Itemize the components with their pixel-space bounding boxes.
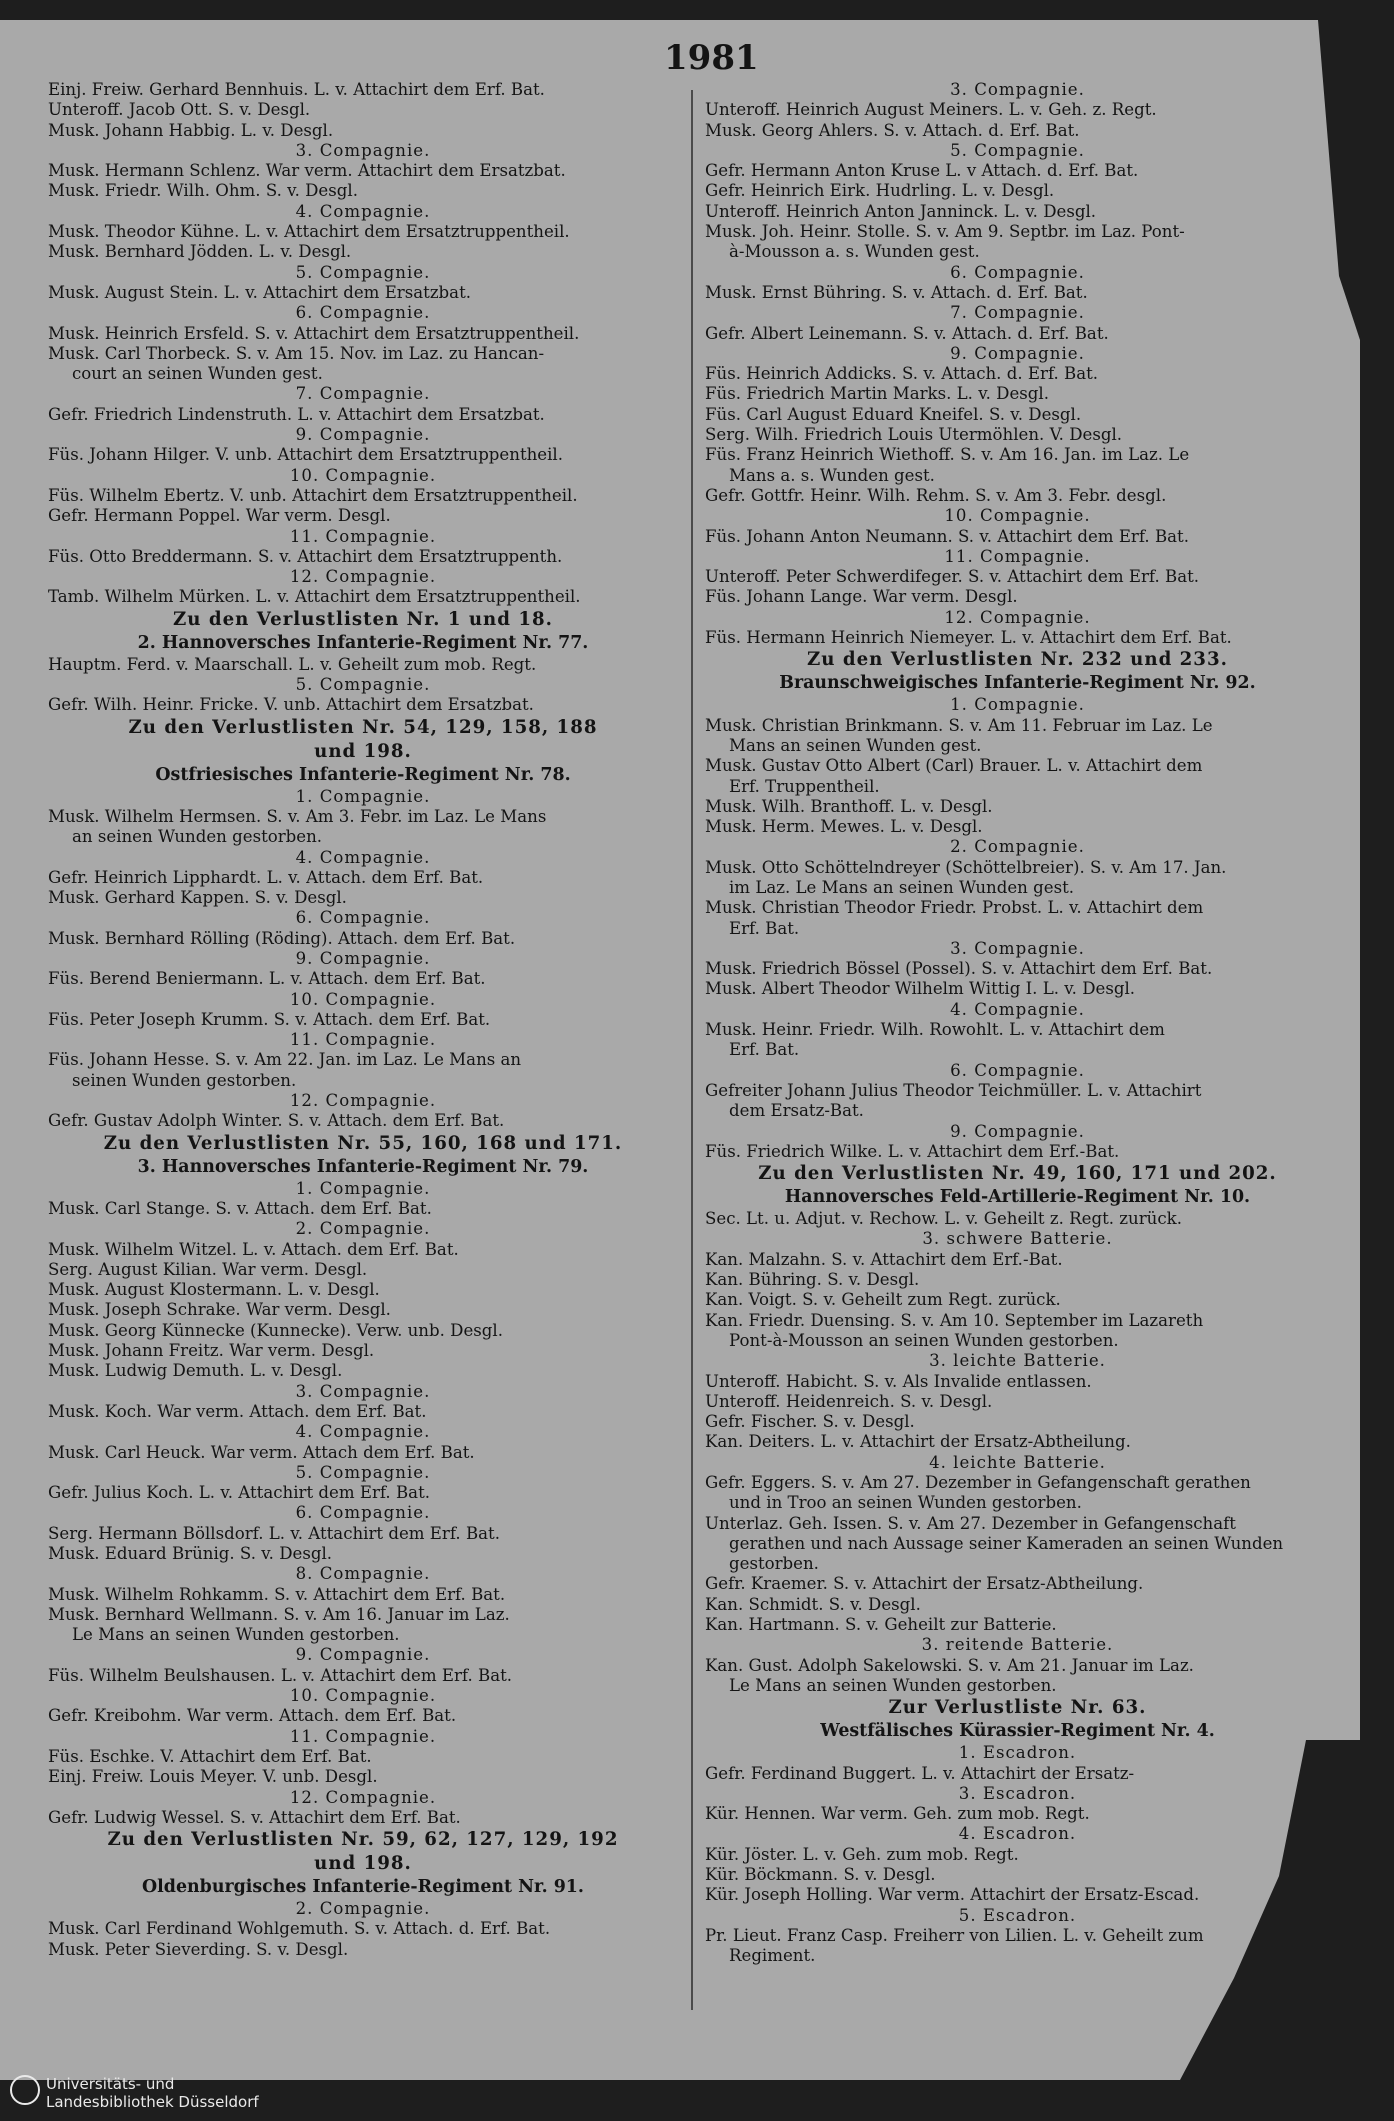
company-heading: 2. Compagnie. (950, 837, 1085, 857)
company-heading: 6. Compagnie. (295, 1503, 431, 1523)
list-entry: Gefr. Hermann Poppel. War verm. Desgl. (48, 506, 391, 526)
list-entry: Gefr. Eggers. S. v. Am 27. Dezember in Gefangenschaft gerathen (705, 1473, 1251, 1492)
section-heading: Zu den Verlustlisten Nr. 49, 160, 171 und 202. (758, 1163, 1277, 1185)
company-heading: 4. Compagnie. (295, 1422, 431, 1442)
company-heading: 12. Compagnie. (289, 1787, 437, 1807)
list-entry: Kan. Friedr. Duensing. S. v. Am 10. September im Lazareth (705, 1310, 1204, 1330)
library-logo-icon (10, 2075, 40, 2105)
list-entry: Einj. Freiw. Louis Meyer. V. unb. Desgl. (48, 1767, 378, 1787)
list-entry: Musk. Joh. Heinr. Stolle. S. v. Am 9. Septbr. im Laz. Pont- (705, 222, 1185, 242)
list-entry: Musk. August Stein. L. v. Attachirt dem Ersatzbat. (48, 282, 472, 302)
company-heading: 8. Compagnie. (295, 1564, 431, 1584)
company-heading: 9. Compagnie. (295, 425, 431, 445)
section-heading: Zur Verlustliste Nr. 63. (888, 1697, 1147, 1719)
list-entry: Musk. August Klostermann. L. v. Desgl. (48, 1280, 380, 1300)
company-heading: 11. Compagnie. (289, 526, 437, 546)
list-entry: Musk. Peter Sieverding. S. v. Desgl. (48, 1939, 349, 1959)
company-heading: 9. Compagnie. (950, 343, 1085, 363)
regiment-heading: Oldenburgisches Infanterie-Regiment Nr. 91. (142, 1877, 584, 1898)
company-heading: 5. Compagnie. (950, 140, 1085, 160)
company-heading: 6. Compagnie. (295, 303, 431, 323)
section-heading: Zu den Verlustlisten Nr. 55, 160, 168 und 171. (103, 1132, 623, 1154)
list-entry: Musk. Gustav Otto Albert (Carl) Brauer. L. v. Attachirt dem (705, 756, 1203, 776)
list-entry: Musk. Wilhelm Rohkamm. S. v. Attachirt dem Erf. Bat. (48, 1584, 506, 1604)
list-entry: Musk. Bernhard Wellmann. S. v. Am 16. Januar im Laz. (48, 1604, 510, 1624)
company-heading: 6. Compagnie. (950, 1060, 1085, 1080)
company-heading: 3. reitende Batterie. (921, 1635, 1114, 1655)
list-entry: Musk. Bernhard Jödden. L. v. Desgl. (48, 242, 352, 262)
company-heading: 3. Compagnie. (950, 80, 1085, 99)
regiment-heading: 2. Hannoversches Infanterie-Regiment Nr. 77. (137, 632, 589, 653)
list-entry: Musk. Herm. Mewes. L. v. Desgl. (705, 817, 983, 837)
list-entry: Kan. Voigt. S. v. Geheilt zum Regt. zurück. (705, 1290, 1061, 1310)
company-heading: 12. Compagnie. (289, 1091, 437, 1111)
list-entry: Musk. Johann Habbig. L. v. Desgl. (48, 120, 334, 140)
regiment-heading: Westfälisches Kürassier-Regiment Nr. 4. (820, 1721, 1215, 1742)
section-heading: Zu den Verlustlisten Nr. 59, 62, 127, 129, 192 (107, 1829, 619, 1851)
regiment-heading: 3. Hannoversches Infanterie-Regiment Nr. 79. (137, 1156, 589, 1177)
list-entry-continuation: und in Troo an seinen Wunden gestorben. (729, 1493, 1082, 1513)
list-entry: Füs. Johann Hesse. S. v. Am 22. Jan. im Laz. Le Mans an (48, 1050, 522, 1070)
list-entry: Kan. Malzahn. S. v. Attachirt dem Erf.-Bat. (705, 1249, 1063, 1269)
section-heading: Zu den Verlustlisten Nr. 232 und 233. (807, 649, 1228, 671)
company-heading: 1. Escadron. (958, 1743, 1077, 1763)
list-entry: Kan. Bühring. S. v. Desgl. (705, 1270, 920, 1290)
company-heading: 11. Compagnie. (289, 1030, 437, 1050)
list-entry-continuation: gestorben. (729, 1554, 819, 1574)
list-entry: Kür. Joseph Holling. War verm. Attachirt der Ersatz-Escad. (705, 1885, 1200, 1905)
list-entry: Gefr. Heinrich Eirk. Hudrling. L. v. Desgl. (705, 181, 1055, 201)
list-entry: Musk. Gerhard Kappen. S. v. Desgl. (48, 888, 347, 908)
list-entry: Füs. Johann Anton Neumann. S. v. Attachirt dem Erf. Bat. (705, 526, 1189, 546)
company-heading: 9. Compagnie. (295, 948, 431, 968)
company-heading: 4. leichte Batterie. (929, 1452, 1106, 1472)
list-entry: Füs. Carl August Eduard Kneifel. S. v. Desgl. (705, 404, 1082, 424)
company-heading: 9. Compagnie. (950, 1121, 1085, 1141)
left-column (48, 80, 678, 1960)
list-entry: Serg. Wilh. Friedrich Louis Utermöhlen. V. Desgl. (705, 425, 1123, 445)
list-entry: Füs. Wilhelm Beulshausen. L. v. Attachirt dem Erf. Bat. (48, 1665, 513, 1685)
company-heading: 5. Compagnie. (295, 675, 431, 695)
list-entry: Kür. Hennen. War verm. Geh. zum mob. Regt. (705, 1804, 1090, 1824)
list-entry: Musk. Friedr. Wilh. Ohm. S. v. Desgl. (48, 181, 358, 201)
list-entry-continuation: dem Ersatz-Bat. (729, 1101, 864, 1121)
list-entry: Serg. August Kilian. War verm. Desgl. (48, 1259, 368, 1279)
list-entry: Füs. Johann Hilger. V. unb. Attachirt dem Ersatztruppentheil. (48, 445, 564, 465)
list-entry: Gefr. Kraemer. S. v. Attachirt der Ersatz-Abtheilung. (705, 1574, 1144, 1594)
list-entry: Unteroff. Heidenreich. S. v. Desgl. (705, 1391, 993, 1411)
company-heading: 12. Compagnie. (944, 607, 1091, 627)
company-heading: 3. leichte Batterie. (929, 1351, 1106, 1371)
list-entry-continuation: Le Mans an seinen Wunden gestorben. (72, 1625, 400, 1645)
list-entry: Musk. Friedrich Bössel (Possel). S. v. Attachirt dem Erf. Bat. (705, 959, 1213, 979)
section-heading: und 198. (314, 740, 412, 762)
list-entry: Unteroff. Heinrich Anton Janninck. L. v. Desgl. (705, 201, 1097, 221)
list-entry: Kan. Schmidt. S. v. Desgl. (705, 1594, 921, 1614)
list-entry: Gefr. Ludwig Wessel. S. v. Attachirt dem Erf. Bat. (48, 1807, 461, 1827)
list-entry: Füs. Franz Heinrich Wiethoff. S. v. Am 16. Jan. im Laz. Le (705, 445, 1190, 465)
list-entry: Musk. Carl Ferdinand Wohlgemuth. S. v. Attach. d. Erf. Bat. (48, 1919, 551, 1939)
regiment-heading: Hannoversches Feld-Artillerie-Regiment Nr. 10. (784, 1187, 1251, 1208)
list-entry: Füs. Johann Lange. War verm. Desgl. (705, 587, 1018, 607)
section-heading: und 198. (314, 1853, 412, 1875)
list-entry: Unteroff. Heinrich August Meiners. L. v. Geh. z. Regt. (705, 100, 1157, 120)
list-entry-continuation: seinen Wunden gestorben. (72, 1070, 297, 1090)
company-heading: 9. Compagnie. (295, 1645, 431, 1665)
company-heading: 3. Compagnie. (950, 938, 1085, 958)
list-entry: Sec. Lt. u. Adjut. v. Rechow. L. v. Geheilt z. Regt. zurück. (705, 1209, 1182, 1229)
company-heading: 10. Compagnie. (289, 989, 437, 1009)
right-column (705, 80, 1330, 1967)
list-entry: Musk. Wilhelm Hermsen. S. v. Am 3. Febr. im Laz. Le Mans (48, 806, 547, 826)
company-heading: 5. Compagnie. (295, 1462, 431, 1482)
page-number: 1981 (664, 38, 759, 78)
company-heading: 7. Compagnie. (950, 303, 1085, 323)
list-entry: Gefr. Friedrich Lindenstruth. L. v. Attachirt dem Ersatzbat. (48, 404, 545, 424)
list-entry-continuation: à-Mousson a. s. Wunden gest. (729, 242, 980, 262)
company-heading: 4. Compagnie. (950, 999, 1085, 1019)
company-heading: 1. Compagnie. (950, 695, 1085, 715)
list-entry-continuation: Pont-à-Mousson an seinen Wunden gestorben. (729, 1330, 1119, 1350)
column-divider (691, 90, 693, 2010)
list-entry: Pr. Lieut. Franz Casp. Freiherr von Lilien. L. v. Geheilt zum (705, 1925, 1204, 1945)
list-entry: Gefr. Heinrich Lipphardt. L. v. Attach. dem Erf. Bat. (48, 867, 484, 887)
list-entry: Gefr. Albert Leinemann. S. v. Attach. d. Erf. Bat. (705, 323, 1109, 343)
newspaper-page (0, 20, 1360, 2080)
list-entry: Musk. Carl Thorbeck. S. v. Am 15. Nov. im Laz. zu Hancan- (48, 343, 545, 363)
list-entry: Gefreiter Johann Julius Theodor Teichmüller. L. v. Attachirt (705, 1080, 1202, 1100)
list-entry: Füs. Friedrich Martin Marks. L. v. Desgl. (705, 384, 1050, 404)
company-heading: 6. Compagnie. (950, 262, 1085, 282)
company-heading: 10. Compagnie. (289, 465, 437, 485)
list-entry: Gefr. Gottfr. Heinr. Wilh. Rehm. S. v. Am 3. Febr. desgl. (705, 485, 1167, 505)
company-heading: 2. Compagnie. (295, 1219, 431, 1239)
company-heading: 1. Compagnie. (295, 786, 431, 806)
list-entry: Musk. Wilh. Branthoff. L. v. Desgl. (705, 796, 993, 816)
list-entry: Füs. Eschke. V. Attachirt dem Erf. Bat. (48, 1746, 372, 1766)
list-entry: Kan. Gust. Adolph Sakelowski. S. v. Am 21. Januar im Laz. (705, 1655, 1194, 1675)
list-entry: Musk. Carl Stange. S. v. Attach. dem Erf. Bat. (48, 1198, 432, 1218)
list-entry: Musk. Wilhelm Witzel. L. v. Attach. dem Erf. Bat. (48, 1239, 459, 1259)
list-entry: Füs. Friedrich Wilke. L. v. Attachirt dem Erf.-Bat. (705, 1141, 1120, 1161)
library-name (46, 2075, 259, 2111)
list-entry: Musk. Johann Freitz. War verm. Desgl. (48, 1341, 375, 1361)
list-entry: Unterlaz. Geh. Issen. S. v. Am 27. Dezember in Gefangenschaft (705, 1513, 1236, 1533)
company-heading: 5. Compagnie. (295, 262, 431, 282)
list-entry: Musk. Bernhard Rölling (Röding). Attach. dem Erf. Bat. (48, 928, 516, 948)
list-entry-continuation: Erf. Truppentheil. (729, 776, 880, 796)
list-entry: Unteroff. Habicht. S. v. Als Invalide entlassen. (705, 1371, 1092, 1391)
list-entry: Gefr. Hermann Anton Kruse L. v Attach. d. Erf. Bat. (705, 161, 1139, 181)
company-heading: 3. Compagnie. (295, 140, 431, 160)
list-entry-continuation: court an seinen Wunden gest. (72, 364, 323, 384)
company-heading: 12. Compagnie. (289, 567, 437, 587)
list-entry: Gefr. Julius Koch. L. v. Attachirt dem Erf. Bat. (48, 1483, 431, 1503)
list-entry-continuation: gerathen und nach Aussage seiner Kameraden an seinen Wunden (729, 1533, 1284, 1553)
company-heading: 10. Compagnie. (944, 506, 1091, 526)
list-entry: Gefr. Ferdinand Buggert. L. v. Attachirt der Ersatz- (705, 1763, 1135, 1783)
list-entry: Kan. Hartmann. S. v. Geheilt zur Batterie. (705, 1615, 1057, 1635)
company-heading: 1. Compagnie. (295, 1178, 431, 1198)
list-entry: Füs. Wilhelm Ebertz. V. unb. Attachirt dem Ersatztruppentheil. (48, 485, 578, 505)
library-name-line1: Universitäts- und (46, 2075, 175, 2093)
list-entry: Musk. Hermann Schlenz. War verm. Attachirt dem Ersatzbat. (48, 161, 566, 181)
library-name-line2: Landesbibliothek Düsseldorf (46, 2093, 259, 2111)
list-entry: Musk. Albert Theodor Wilhelm Wittig I. L. v. Desgl. (705, 979, 1136, 999)
company-heading: 4. Compagnie. (295, 847, 431, 867)
list-entry: Musk. Georg Künnecke (Kunnecke). Verw. unb. Desgl. (48, 1320, 504, 1340)
list-entry: Musk. Theodor Kühne. L. v. Attachirt dem Ersatztruppentheil. (48, 222, 570, 242)
company-heading: 11. Compagnie. (289, 1726, 437, 1746)
list-entry-continuation: im Laz. Le Mans an seinen Wunden gest. (729, 877, 1075, 897)
list-entry: Musk. Georg Ahlers. S. v. Attach. d. Erf. Bat. (705, 120, 1080, 140)
list-entry: Serg. Hermann Böllsdorf. L. v. Attachirt dem Erf. Bat. (48, 1523, 500, 1543)
regiment-heading: Ostfriesisches Infanterie-Regiment Nr. 78. (155, 764, 571, 785)
company-heading: 6. Compagnie. (295, 908, 431, 928)
list-entry: Gefr. Gustav Adolph Winter. S. v. Attach. dem Erf. Bat. (48, 1111, 505, 1131)
library-footer (0, 2065, 400, 2121)
company-heading: 10. Compagnie. (289, 1686, 437, 1706)
list-entry: Musk. Eduard Brünig. S. v. Desgl. (48, 1544, 333, 1563)
list-entry: Musk. Ernst Bühring. S. v. Attach. d. Erf. Bat. (705, 282, 1088, 302)
list-entry-continuation: Erf. Bat. (729, 918, 800, 938)
list-entry: Kan. Deiters. L. v. Attachirt der Ersatz-Abtheilung. (705, 1432, 1131, 1452)
list-entry-continuation: Erf. Bat. (729, 1040, 800, 1060)
list-entry: Füs. Heinrich Addicks. S. v. Attach. d. Erf. Bat. (705, 364, 1099, 384)
section-heading: Zu den Verlustlisten Nr. 1 und 18. (173, 608, 553, 630)
list-entry-continuation: Regiment. (729, 1946, 816, 1966)
list-entry: Musk. Heinrich Ersfeld. S. v. Attachirt dem Ersatztruppentheil. (48, 323, 580, 343)
list-entry: Gefr. Wilh. Heinr. Fricke. V. unb. Attachirt dem Ersatzbat. (48, 695, 534, 715)
list-entry: Füs. Hermann Heinrich Niemeyer. L. v. Attachirt dem Erf. Bat. (705, 628, 1232, 648)
list-entry: Musk. Otto Schöttelndreyer (Schöttelbreier). S. v. Am 17. Jan. (705, 857, 1227, 877)
list-entry: Einj. Freiw. Gerhard Bennhuis. L. v. Attachirt dem Erf. Bat. (48, 80, 545, 99)
list-entry: Kür. Jöster. L. v. Geh. zum mob. Regt. (705, 1844, 1019, 1864)
company-heading: 7. Compagnie. (295, 384, 431, 404)
company-heading: 4. Escadron. (958, 1824, 1077, 1844)
list-entry: Füs. Peter Joseph Krumm. S. v. Attach. dem Erf. Bat. (48, 1009, 491, 1029)
section-heading: Zu den Verlustlisten Nr. 54, 129, 158, 188 (128, 716, 598, 738)
company-heading: 3. schwere Batterie. (922, 1229, 1113, 1249)
list-entry: Musk. Ludwig Demuth. L. v. Desgl. (48, 1361, 343, 1381)
list-entry: Musk. Koch. War verm. Attach. dem Erf. Bat. (48, 1401, 427, 1421)
list-entry: Unteroff. Jacob Ott. S. v. Desgl. (48, 100, 311, 120)
company-heading: 11. Compagnie. (944, 546, 1091, 566)
company-heading: 3. Compagnie. (295, 1381, 431, 1401)
list-entry: Kür. Böckmann. S. v. Desgl. (705, 1865, 936, 1885)
list-entry: Musk. Christian Brinkmann. S. v. Am 11. Februar im Laz. Le (705, 715, 1213, 735)
list-entry: Füs. Otto Breddermann. S. v. Attachirt dem Ersatztruppenth. (48, 546, 563, 566)
list-entry: Musk. Carl Heuck. War verm. Attach dem Erf. Bat. (48, 1442, 475, 1462)
company-heading: 5. Escadron. (958, 1905, 1077, 1925)
list-entry: Füs. Berend Beniermann. L. v. Attach. dem Erf. Bat. (48, 969, 486, 989)
list-entry-continuation: Le Mans an seinen Wunden gestorben. (729, 1675, 1057, 1695)
company-heading: 4. Compagnie. (295, 201, 431, 221)
company-heading: 3. Escadron. (958, 1783, 1077, 1803)
regiment-heading: Braunschweigisches Infanterie-Regiment Nr. 92. (779, 673, 1256, 694)
list-entry: Gefr. Kreibohm. War verm. Attach. dem Erf. Bat. (48, 1706, 457, 1726)
list-entry: Gefr. Fischer. S. v. Desgl. (705, 1412, 915, 1432)
list-entry-continuation: Mans a. s. Wunden gest. (729, 465, 935, 485)
list-entry: Musk. Joseph Schrake. War verm. Desgl. (48, 1300, 391, 1320)
list-entry: Hauptm. Ferd. v. Maarschall. L. v. Geheilt zum mob. Regt. (48, 654, 537, 674)
company-heading: 2. Compagnie. (295, 1899, 431, 1919)
list-entry-continuation: an seinen Wunden gestorben. (72, 827, 323, 847)
list-entry: Tamb. Wilhelm Mürken. L. v. Attachirt dem Ersatztruppentheil. (48, 587, 581, 607)
list-entry-continuation: Mans an seinen Wunden gest. (729, 735, 982, 755)
list-entry: Unteroff. Peter Schwerdifeger. S. v. Attachirt dem Erf. Bat. (705, 567, 1200, 587)
list-entry: Musk. Christian Theodor Friedr. Probst. L. v. Attachirt dem (705, 898, 1204, 918)
list-entry: Musk. Heinr. Friedr. Wilh. Rowohlt. L. v. Attachirt dem (705, 1020, 1165, 1040)
